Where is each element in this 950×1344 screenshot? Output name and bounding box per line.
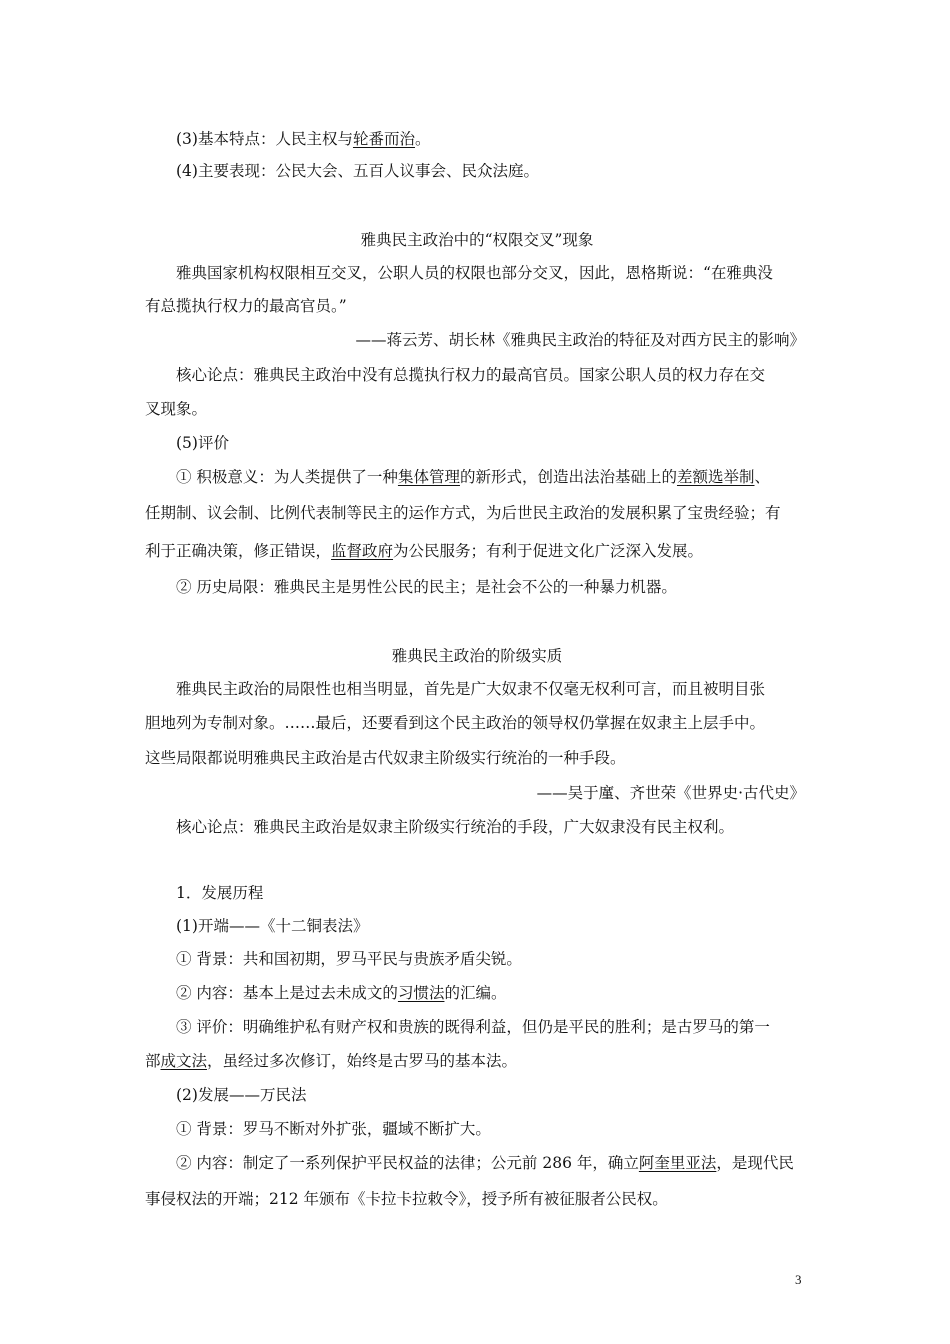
jus-gentium-content: 事侵权法的开端；212 年颁布《卡拉卡拉敕令》，授予所有被征服者公民权。 [145, 1190, 668, 1208]
eval-positive: ① 积极意义：为人类提供了一种集体管理的新形式，创造出法治基础上的差额选举制、 [176, 468, 770, 486]
box2-text: 雅典民主政治的局限性也相当明显，首先是广大奴隶不仅毫无权利可言，而且被明目张 [176, 680, 766, 698]
feature-line: (3)基本特点：人民主权与轮番而治。 [176, 130, 431, 148]
jus-gentium-background: ① 背景：罗马不断对外扩张，疆域不断扩大。 [176, 1120, 491, 1138]
jus-gentium-content: ② 内容：制定了一系列保护平民权益的法律；公元前 286 年，确立阿奎里亚法，是现代民 [176, 1154, 794, 1172]
eval-positive: 任期制、议会制、比例代表制等民主的运作方式，为后世民主政治的发展积累了宝贵经验；有 [145, 504, 781, 522]
box2-text: 这些局限都说明雅典民主政治是古代奴隶主阶级实行统治的一种手段。 [145, 749, 626, 767]
twelve-tables-evaluation: 部成文法，虽经过多次修订，始终是古罗马的基本法。 [145, 1052, 518, 1070]
twelve-tables-evaluation: ③ 评价：明确维护私有财产权和贵族的既得利益，但仍是平民的胜利；是古罗马的第一 [176, 1018, 770, 1036]
section-heading: 1．发展历程 [176, 884, 264, 902]
box2-title: 雅典民主政治的阶级实质 [391, 647, 563, 665]
box1-core: 叉现象。 [145, 400, 208, 418]
box1-core: 核心论点：雅典民主政治中没有总揽执行权力的最高官员。国家公职人员的权力存在交 [176, 366, 766, 384]
manifestation-line: (4)主要表现：公民大会、五百人议事会、民众法庭。 [176, 162, 539, 180]
page-number: 3 [795, 1272, 802, 1287]
box2-source: ——吴于廑、齐世荣《世界史·古代史》 [536, 784, 805, 802]
eval-limitation: ② 历史局限：雅典民主是男性公民的民主；是社会不公的一种暴力机器。 [176, 578, 677, 596]
subsection-heading: (1)开端——《十二铜表法》 [176, 917, 369, 935]
box1-source: ——蒋云芳、胡长林《雅典民主政治的特征及对西方民主的影响》 [355, 331, 805, 349]
box1-text: 有总揽执行权力的最高官员。” [145, 297, 347, 315]
box1-text: 雅典国家机构权限相互交叉，公职人员的权限也部分交叉，因此，恩格斯说：“在雅典没 [176, 264, 773, 282]
box1-title: 雅典民主政治中的“权限交叉”现象 [360, 231, 594, 249]
subsection-heading: (2)发展——万民法 [176, 1086, 307, 1104]
eval-heading: (5)评价 [176, 434, 229, 452]
twelve-tables-content: ② 内容：基本上是过去未成文的习惯法的汇编。 [176, 984, 507, 1002]
eval-positive: 利于正确决策，修正错误，监督政府为公民服务；有利于促进文化广泛深入发展。 [145, 542, 704, 560]
twelve-tables-background: ① 背景：共和国初期，罗马平民与贵族矛盾尖锐。 [176, 950, 522, 968]
box2-text: 胆地列为专制对象。……最后，还要看到这个民主政治的领导权仍掌握在奴隶主上层手中。 [145, 714, 766, 732]
box2-core: 核心论点：雅典民主政治是奴隶主阶级实行统治的手段，广大奴隶没有民主权利。 [176, 818, 735, 836]
